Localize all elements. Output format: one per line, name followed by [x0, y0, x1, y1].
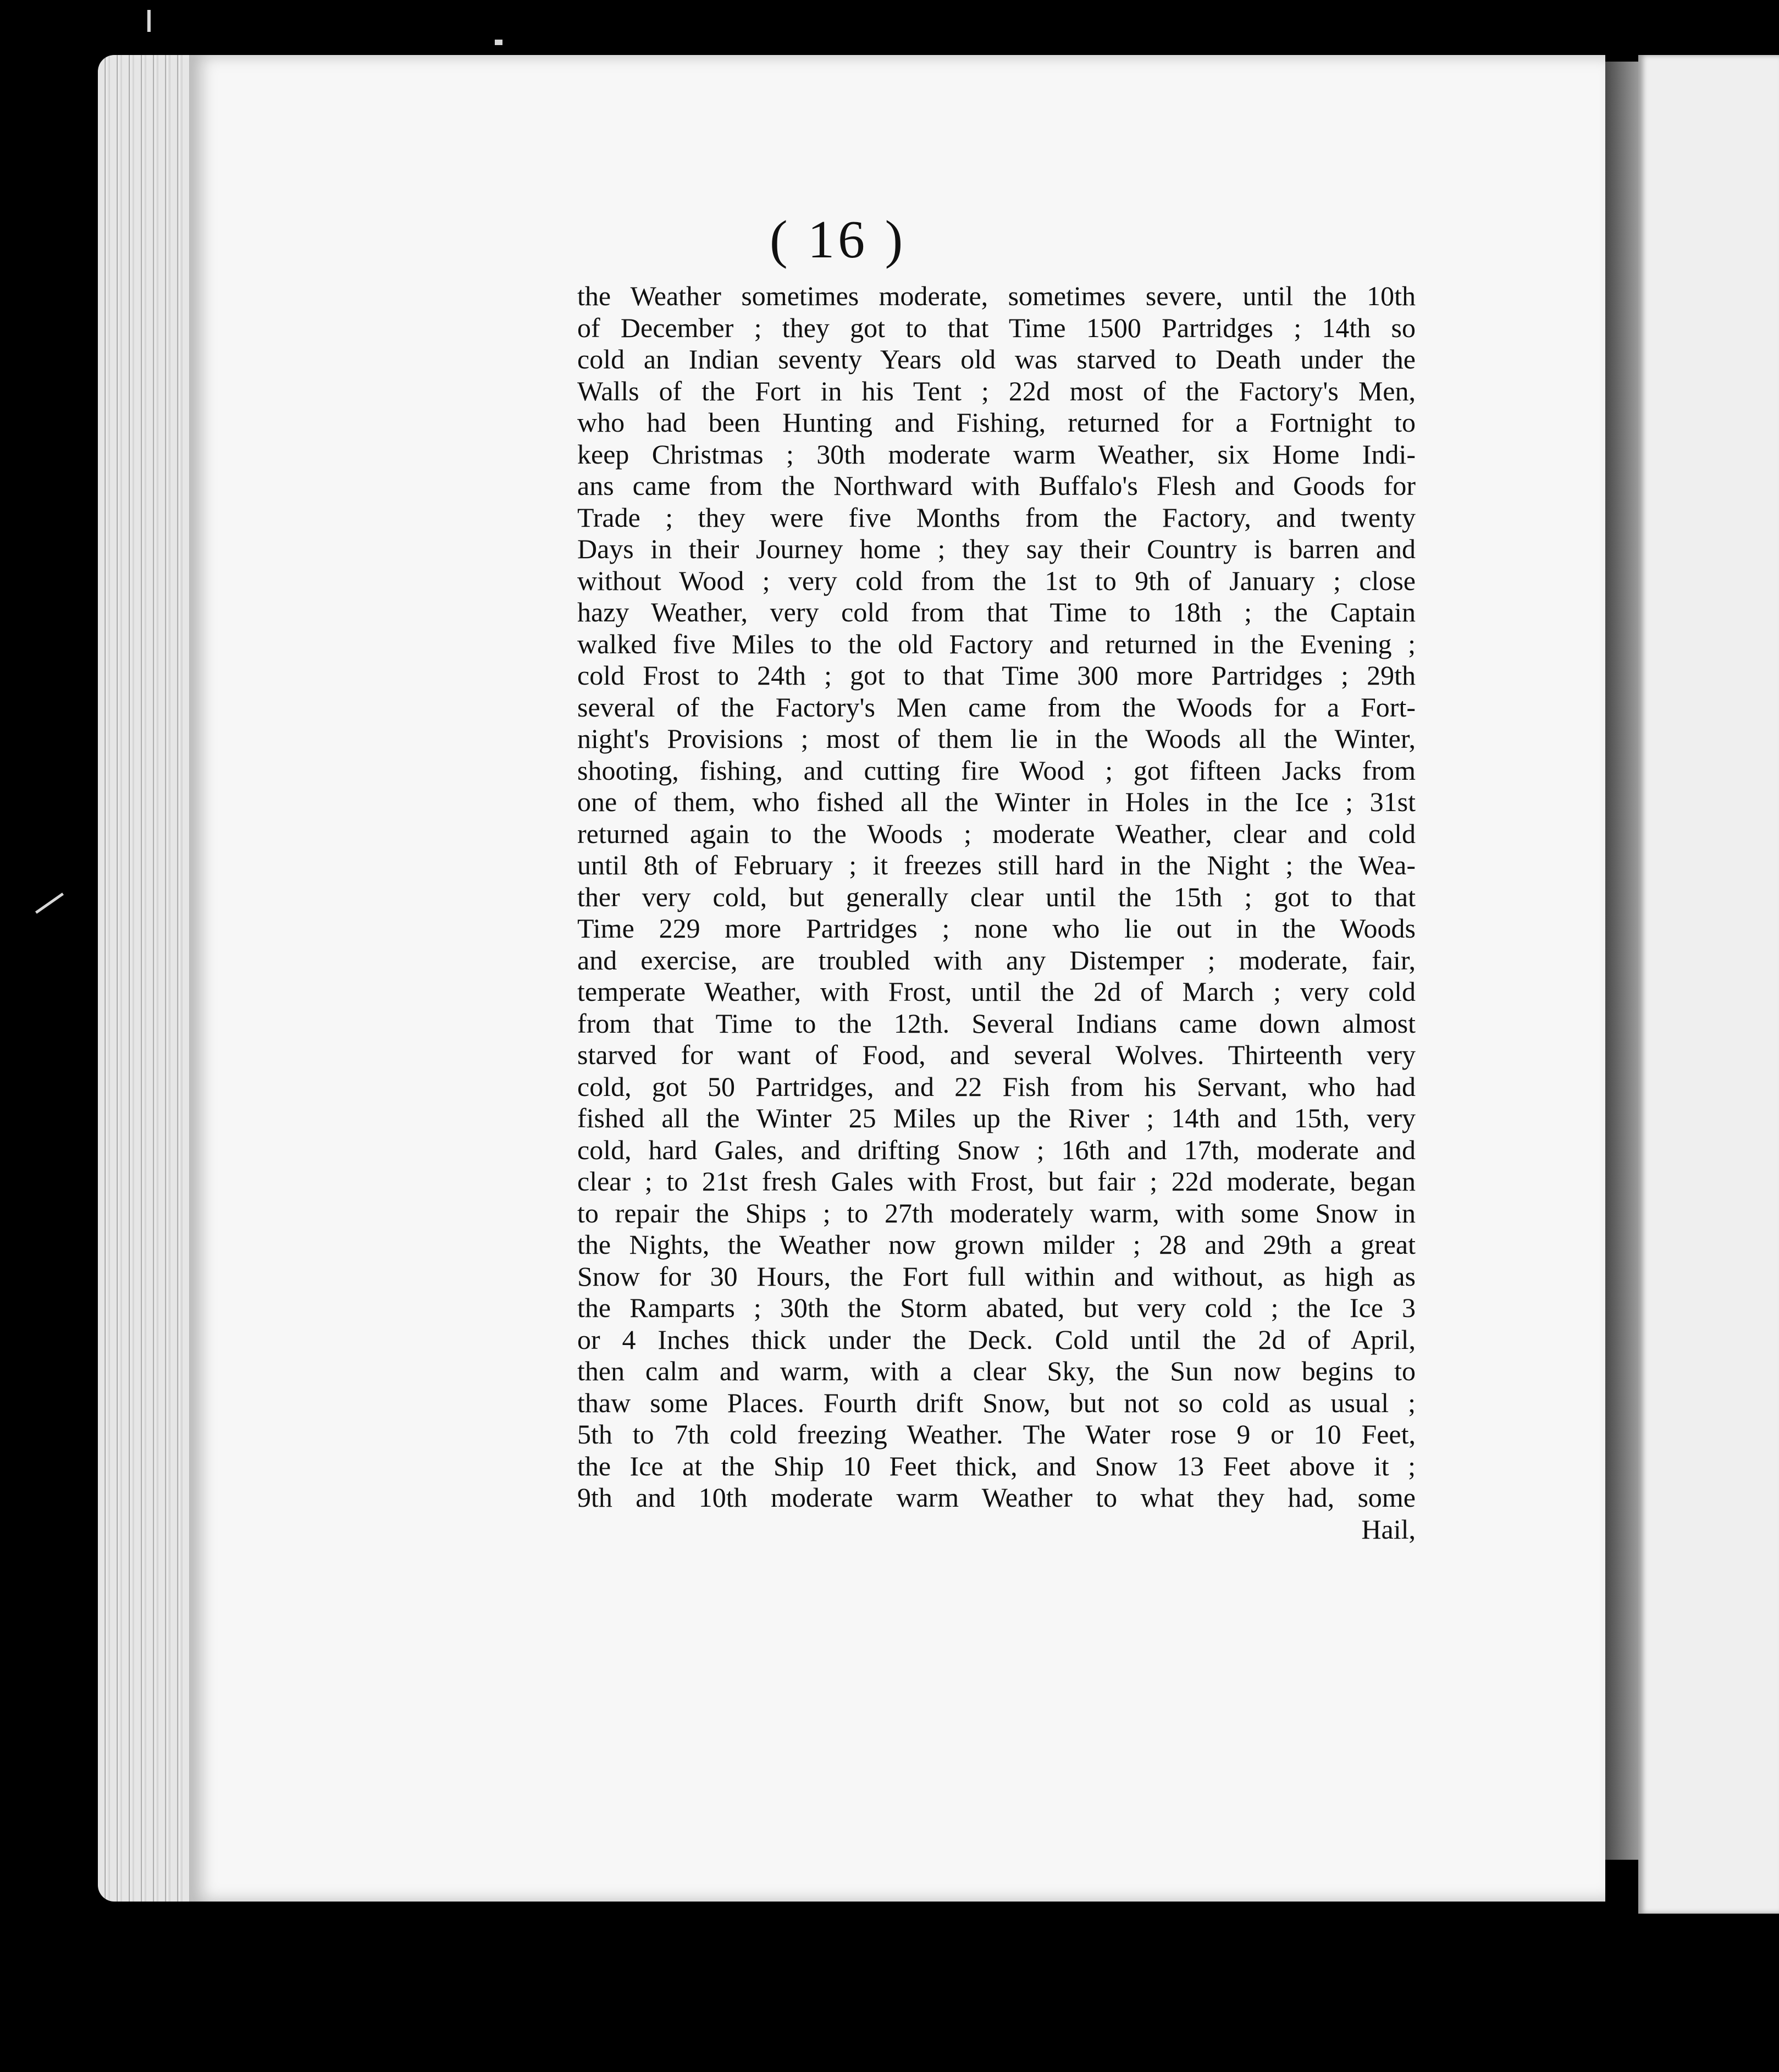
text-line: night's Provisions ; most of them lie in the Woods all the Winter, — [577, 723, 1416, 754]
text-line: ther very cold, but generally clear until the 15th ; got to that — [577, 881, 1416, 912]
text-line: shooting, fishing, and cutting fire Wood ; got fifteen Jacks from — [577, 754, 1416, 786]
text-line: several of the Factory's Men came from the Woods for a Fort- — [577, 691, 1416, 723]
text-line: and exercise, are troubled with any Distemper ; moderate, fair, — [577, 944, 1416, 976]
text-line: clear ; to 21st fresh Gales with Frost, but fair ; 22d moderate, began — [577, 1166, 1416, 1197]
text-line: who had been Hunting and Fishing, returned for a Fortnight to — [577, 407, 1416, 438]
text-line: walked five Miles to the old Factory and returned in the Evening ; — [577, 628, 1416, 659]
text-line: Trade ; they were five Months from the Factory, and twenty — [577, 502, 1416, 533]
text-line: ans came from the Northward with Buffalo's Flesh and Goods for — [577, 470, 1416, 501]
text-line: 5th to 7th cold freezing Weather. The Water rose 9 or 10 Feet, — [577, 1419, 1416, 1450]
facing-page — [1638, 55, 1779, 1914]
text-line: cold an Indian seventy Years old was starved to Death under the — [577, 344, 1416, 374]
scan-speck — [495, 40, 502, 45]
text-line: 9th and 10th moderate warm Weather to what they had, some — [577, 1482, 1416, 1513]
text-line: one of them, who fished all the Winter in Holes in the Ice ; 31st — [577, 786, 1416, 817]
text-line: cold Frost to 24th ; got to that Time 300 more Partridges ; 29th — [577, 660, 1416, 691]
text-line: Time 229 more Partridges ; none who lie out in the Woods — [577, 913, 1416, 944]
text-line: the Ramparts ; 30th the Storm abated, but very cold ; the Ice 3 — [577, 1292, 1416, 1323]
text-line: the Weather sometimes moderate, sometimes severe, until the 10th — [577, 280, 1416, 311]
book-gutter — [1605, 62, 1638, 1860]
catchword: Hail, — [1361, 1513, 1416, 1545]
text-line: the Nights, the Weather now grown milder ; 28 and 29th a great — [577, 1229, 1416, 1260]
text-line: temperate Weather, with Frost, until the 2d of March ; very cold — [577, 976, 1416, 1007]
text-line: thaw some Places. Fourth drift Snow, but not so cold as usual ; — [577, 1387, 1416, 1418]
scan-speck — [147, 10, 151, 32]
text-line: Snow for 30 Hours, the Fort full within and without, as high as — [577, 1260, 1416, 1292]
text-line: or 4 Inches thick under the Deck. Cold until the 2d of April, — [577, 1324, 1416, 1355]
text-line: without Wood ; very cold from the 1st to 9th of January ; close — [577, 565, 1416, 596]
text-line: cold, hard Gales, and drifting Snow ; 16th and 17th, moderate and — [577, 1134, 1416, 1165]
text-line: starved for want of Food, and several Wolves. Thirteenth very — [577, 1039, 1416, 1070]
text-line: then calm and warm, with a clear Sky, the Sun now begins to — [577, 1355, 1416, 1386]
text-line: returned again to the Woods ; moderate Weather, clear and cold — [577, 818, 1416, 849]
text-line: cold, got 50 Partridges, and 22 Fish from his Servant, who had — [577, 1071, 1416, 1102]
text-line: Walls of the Fort in his Tent ; 22d most of the Factory's Men, — [577, 375, 1416, 406]
page-number: ( 16 ) — [770, 210, 907, 269]
scan-speck — [35, 892, 64, 914]
page-body-text — [577, 280, 1416, 1545]
text-line: fished all the Winter 25 Miles up the River ; 14th and 15th, very — [577, 1103, 1416, 1133]
text-line: of December ; they got to that Time 1500 Partridges ; 14th so — [577, 312, 1416, 343]
text-line: hazy Weather, very cold from that Time to 18th ; the Captain — [577, 597, 1416, 627]
text-line: to repair the Ships ; to 27th moderately warm, with some Snow in — [577, 1197, 1416, 1228]
text-line: Days in their Journey home ; they say their Country is barren and — [577, 533, 1416, 564]
text-line: until 8th of February ; it freezes still hard in the Night ; the Wea- — [577, 850, 1416, 880]
text-line: from that Time to the 12th. Several Indians came down almost — [577, 1007, 1416, 1039]
text-line: the Ice at the Ship 10 Feet thick, and Snow 13 Feet above it ; — [577, 1450, 1416, 1481]
text-line: keep Christmas ; 30th moderate warm Weather, six Home Indi- — [577, 438, 1416, 470]
book-page-edges — [98, 55, 191, 1902]
